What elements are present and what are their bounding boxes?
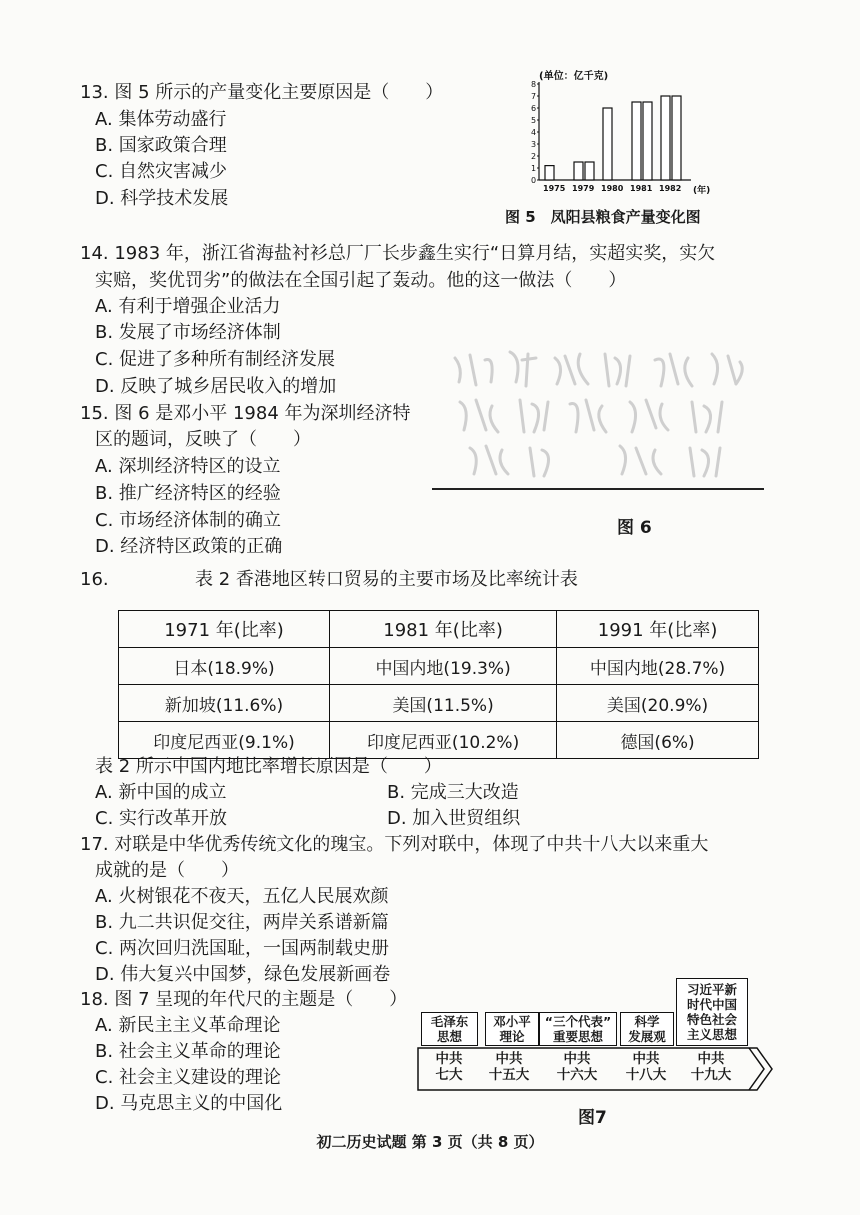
chart-y-tick-label: 1 — [531, 164, 537, 173]
table-header-1991: 1991 年(比率) — [557, 611, 759, 648]
figure-6-rule — [432, 488, 764, 490]
q18-option-b[interactable]: B. 社会主义革命的理论 — [95, 1041, 281, 1062]
q17-option-d[interactable]: D. 伟大复兴中国梦，绿色发展新画卷 — [95, 964, 391, 985]
table-2 — [118, 610, 759, 759]
timeline-theory-three-represents: “三个代表” 重要思想 — [539, 1012, 617, 1046]
q16-number: 16. — [80, 569, 109, 590]
q14-stem-line1: 14. 1983 年，浙江省海盐衬衫总厂厂长步鑫生实行“日算月结，实超实奖，实欠 — [80, 243, 716, 264]
chart-bar — [585, 162, 594, 180]
q17-stem-line1: 17. 对联是中华优秀传统文化的瑰宝。下列对联中，体现了中共十八大以来重大 — [80, 834, 709, 855]
q13-option-d[interactable]: D. 科学技术发展 — [95, 188, 229, 209]
q17-option-b[interactable]: B. 九二共识促交往，两岸关系谱新篇 — [95, 912, 389, 933]
q16-option-a[interactable]: A. 新中国的成立 — [95, 782, 227, 803]
chart-y-tick-label: 7 — [531, 92, 537, 101]
q14-option-c[interactable]: C. 促进了多种所有制经济发展 — [95, 349, 336, 370]
chart-y-tick-label: 0 — [531, 176, 537, 185]
table-cell: 印度尼西亚(9.1%) — [119, 722, 330, 759]
table-cell: 美国(20.9%) — [557, 685, 759, 722]
q16-option-b[interactable]: B. 完成三大改造 — [387, 782, 519, 803]
chart-bar — [574, 162, 583, 180]
chart-y-tick-label: 2 — [531, 152, 537, 161]
q18-option-c[interactable]: C. 社会主义建设的理论 — [95, 1067, 282, 1088]
timeline-congress-16: 中共 十六大 — [556, 1051, 598, 1083]
chart-y-tick-label: 4 — [531, 128, 537, 137]
table-cell: 德国(6%) — [557, 722, 759, 759]
table-2-title: 表 2 香港地区转口贸易的主要市场及比率统计表 — [195, 569, 578, 590]
q15-option-c[interactable]: C. 市场经济体制的确立 — [95, 510, 282, 531]
figure-7-caption: 图7 — [578, 1108, 607, 1128]
q14-option-d[interactable]: D. 反映了城乡居民收入的增加 — [95, 376, 337, 397]
q16-option-d[interactable]: D. 加入世贸组织 — [387, 808, 521, 829]
table-row — [119, 648, 759, 685]
q15-option-d[interactable]: D. 经济特区政策的正确 — [95, 536, 283, 557]
page-footer: 初二历史试题 第 3 页（共 8 页） — [316, 1133, 544, 1151]
chart-x-tick-label: 1979 — [572, 184, 595, 193]
timeline-theory-deng: 邓小平 理论 — [485, 1012, 539, 1046]
chart-y-tick-label: 3 — [531, 140, 537, 149]
table-row — [119, 685, 759, 722]
q13-option-b[interactable]: B. 国家政策合理 — [95, 135, 227, 156]
timeline-congress-19: 中共 十九大 — [690, 1051, 732, 1083]
timeline-theory-scientific-development: 科学 发展观 — [620, 1012, 674, 1046]
deng-xiaoping-inscription-image — [440, 340, 770, 490]
q13-option-a[interactable]: A. 集体劳动盛行 — [95, 109, 227, 130]
chart-x-suffix: (年) — [693, 186, 711, 196]
grain-output-chart-svg — [525, 68, 720, 203]
chart-bar — [603, 108, 612, 180]
chart-x-tick-label: 1981 — [630, 184, 653, 193]
q15-stem-line2: 区的题词，反映了（ ） — [95, 429, 311, 450]
table-cell: 印度尼西亚(10.2%) — [330, 722, 557, 759]
chart-x-tick-label: 1975 — [543, 184, 566, 193]
figure-6-caption: 图 6 — [617, 518, 652, 538]
chart-bar — [545, 166, 554, 180]
era-timeline — [415, 975, 775, 1095]
table-row — [119, 722, 759, 759]
chart-y-tick-label: 8 — [531, 80, 537, 89]
table-cell: 美国(11.5%) — [330, 685, 557, 722]
table-cell: 中国内地(19.3%) — [330, 648, 557, 685]
q14-option-b[interactable]: B. 发展了市场经济体制 — [95, 322, 281, 343]
q15-option-b[interactable]: B. 推广经济特区的经验 — [95, 483, 281, 504]
table-cell: 中国内地(28.7%) — [557, 648, 759, 685]
chart-bar — [643, 102, 652, 180]
q16-option-c[interactable]: C. 实行改革开放 — [95, 808, 228, 829]
timeline-theory-xi: 习近平新 时代中国 特色社会 主义思想 — [676, 978, 748, 1046]
grain-output-chart — [525, 68, 720, 203]
q18-option-d[interactable]: D. 马克思主义的中国化 — [95, 1093, 283, 1114]
q18-option-a[interactable]: A. 新民主主义革命理论 — [95, 1015, 281, 1036]
chart-x-tick-label: 1982 — [659, 184, 682, 193]
q13-option-c[interactable]: C. 自然灾害减少 — [95, 161, 228, 182]
q16-stem: 表 2 所示中国内地比率增长原因是（ ） — [95, 756, 442, 777]
q14-option-a[interactable]: A. 有利于增强企业活力 — [95, 296, 281, 317]
q15-option-a[interactable]: A. 深圳经济特区的设立 — [95, 456, 281, 477]
chart-bar — [672, 96, 681, 180]
chart-unit-label: (单位：亿千克) — [539, 71, 609, 82]
q17-option-a[interactable]: A. 火树银花不夜天，五亿人民展欢颜 — [95, 886, 389, 907]
chart-y-tick-label: 5 — [531, 116, 537, 125]
table-cell: 新加坡(11.6%) — [119, 685, 330, 722]
timeline-congress-18: 中共 十八大 — [625, 1051, 667, 1083]
q18-stem: 18. 图 7 呈现的年代尺的主题是（ ） — [80, 989, 408, 1010]
timeline-congress-7: 中共 七大 — [435, 1051, 463, 1083]
figure-5-caption: 图 5 凤阳县粮食产量变化图 — [505, 208, 701, 226]
q14-stem-line2: 实赔，奖优罚劣”的做法在全国引起了轰动。他的这一做法（ ） — [95, 270, 627, 291]
chart-bar — [632, 102, 641, 180]
table-header-row — [119, 611, 759, 648]
chart-bar — [661, 96, 670, 180]
chart-x-tick-label: 1980 — [601, 184, 624, 193]
q17-option-c[interactable]: C. 两次回归洗国耻，一国两制载史册 — [95, 938, 390, 959]
table-header-1981: 1981 年(比率) — [330, 611, 557, 648]
timeline-theory-mao: 毛泽东 思想 — [421, 1012, 478, 1046]
inscription-strokes — [440, 340, 770, 490]
table-cell: 日本(18.9%) — [119, 648, 330, 685]
table-header-1971: 1971 年(比率) — [119, 611, 330, 648]
chart-y-tick-label: 6 — [531, 104, 537, 113]
q17-stem-line2: 成就的是（ ） — [95, 860, 239, 881]
q15-stem-line1: 15. 图 6 是邓小平 1984 年为深圳经济特 — [80, 403, 411, 424]
q13-stem: 13. 图 5 所示的产量变化主要原因是（ ） — [80, 82, 444, 103]
timeline-congress-15: 中共 十五大 — [488, 1051, 530, 1083]
